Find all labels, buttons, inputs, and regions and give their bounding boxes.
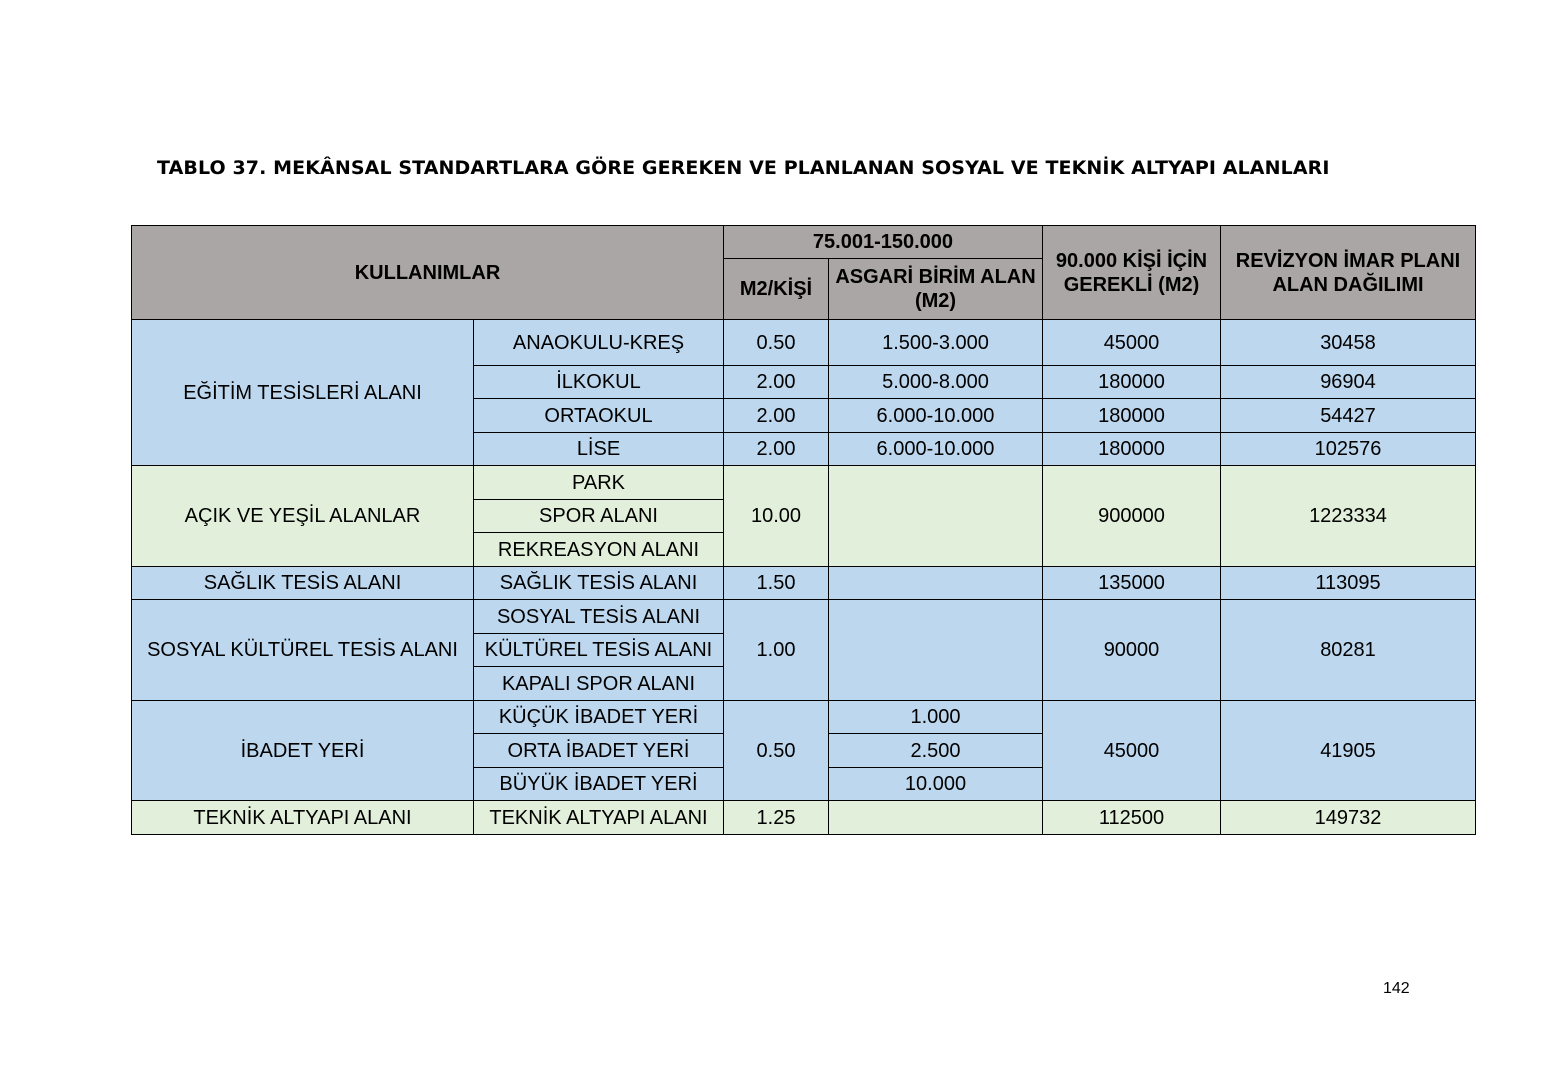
group-sosyal: SOSYAL KÜLTÜREL TESİS ALANI bbox=[132, 600, 474, 701]
table-row bbox=[132, 567, 1476, 600]
table-row bbox=[132, 466, 1476, 500]
m2-cell: 10.00 bbox=[724, 466, 829, 567]
plan-cell: 149732 bbox=[1221, 801, 1476, 835]
sub-cell: SAĞLIK TESİS ALANI bbox=[474, 567, 724, 600]
sub-cell: ORTA İBADET YERİ bbox=[474, 734, 724, 768]
group-egitim: EĞİTİM TESİSLERİ ALANI bbox=[132, 320, 474, 466]
plan-cell: 102576 bbox=[1221, 433, 1476, 466]
gerekli-cell: 135000 bbox=[1043, 567, 1221, 600]
table-row bbox=[132, 701, 1476, 734]
m2-cell: 0.50 bbox=[724, 701, 829, 801]
sub-cell: SPOR ALANI bbox=[474, 500, 724, 533]
plan-cell: 80281 bbox=[1221, 600, 1476, 701]
asgari-cell: 6.000-10.000 bbox=[829, 433, 1043, 466]
asgari-cell bbox=[829, 466, 1043, 567]
asgari-cell: 2.500 bbox=[829, 734, 1043, 768]
table-row bbox=[132, 320, 1476, 366]
header-gerekli: 90.000 KİŞİ İÇİN GEREKLİ (M2) bbox=[1043, 226, 1221, 320]
gerekli-cell: 180000 bbox=[1043, 366, 1221, 399]
plan-cell: 41905 bbox=[1221, 701, 1476, 801]
sub-cell: TEKNİK ALTYAPI ALANI bbox=[474, 801, 724, 835]
group-ibadet: İBADET YERİ bbox=[132, 701, 474, 801]
sub-cell: KÜLTÜREL TESİS ALANI bbox=[474, 634, 724, 667]
table-row bbox=[132, 600, 1476, 634]
m2-cell: 2.00 bbox=[724, 433, 829, 466]
m2-cell: 2.00 bbox=[724, 366, 829, 399]
plan-cell: 54427 bbox=[1221, 399, 1476, 433]
header-pop-range: 75.001-150.000 bbox=[724, 226, 1043, 259]
group-teknik: TEKNİK ALTYAPI ALANI bbox=[132, 801, 474, 835]
group-acik: AÇIK VE YEŞİL ALANLAR bbox=[132, 466, 474, 567]
m2-cell: 1.25 bbox=[724, 801, 829, 835]
gerekli-cell: 45000 bbox=[1043, 320, 1221, 366]
standards-table bbox=[131, 225, 1476, 835]
page-number: 142 bbox=[1383, 980, 1410, 997]
gerekli-cell: 180000 bbox=[1043, 399, 1221, 433]
table-row bbox=[132, 801, 1476, 835]
gerekli-cell: 112500 bbox=[1043, 801, 1221, 835]
sub-cell: BÜYÜK İBADET YERİ bbox=[474, 768, 724, 801]
sub-cell: KÜÇÜK İBADET YERİ bbox=[474, 701, 724, 734]
asgari-cell bbox=[829, 567, 1043, 600]
header-m2-kisi: M2/KİŞİ bbox=[724, 259, 829, 320]
sub-cell: İLKOKUL bbox=[474, 366, 724, 399]
asgari-cell bbox=[829, 600, 1043, 701]
sub-cell: PARK bbox=[474, 466, 724, 500]
asgari-cell: 1.000 bbox=[829, 701, 1043, 734]
asgari-cell: 5.000-8.000 bbox=[829, 366, 1043, 399]
sub-cell: KAPALI SPOR ALANI bbox=[474, 667, 724, 701]
sub-cell: REKREASYON ALANI bbox=[474, 533, 724, 567]
header-row-1 bbox=[132, 226, 1476, 259]
group-saglik: SAĞLIK TESİS ALANI bbox=[132, 567, 474, 600]
plan-cell: 96904 bbox=[1221, 366, 1476, 399]
m2-cell: 0.50 bbox=[724, 320, 829, 366]
header-revizyon: REVİZYON İMAR PLANI ALAN DAĞILIMI bbox=[1221, 226, 1476, 320]
plan-cell: 1223334 bbox=[1221, 466, 1476, 567]
gerekli-cell: 90000 bbox=[1043, 600, 1221, 701]
asgari-cell bbox=[829, 801, 1043, 835]
gerekli-cell: 45000 bbox=[1043, 701, 1221, 801]
sub-cell: LİSE bbox=[474, 433, 724, 466]
sub-cell: ANAOKULU-KREŞ bbox=[474, 320, 724, 366]
m2-cell: 2.00 bbox=[724, 399, 829, 433]
asgari-cell: 1.500-3.000 bbox=[829, 320, 1043, 366]
plan-cell: 30458 bbox=[1221, 320, 1476, 366]
m2-cell: 1.00 bbox=[724, 600, 829, 701]
header-kullanimlar: KULLANIMLAR bbox=[132, 226, 724, 320]
gerekli-cell: 180000 bbox=[1043, 433, 1221, 466]
sub-cell: SOSYAL TESİS ALANI bbox=[474, 600, 724, 634]
asgari-cell: 6.000-10.000 bbox=[829, 399, 1043, 433]
plan-cell: 113095 bbox=[1221, 567, 1476, 600]
header-asgari: ASGARİ BİRİM ALAN (M2) bbox=[829, 259, 1043, 320]
table-title: TABLO 37. MEKÂNSAL STANDARTLARA GÖRE GEREKEN VE PLANLANAN SOSYAL VE TEKNİK ALTYAPI ALANLARI bbox=[157, 157, 1330, 179]
m2-cell: 1.50 bbox=[724, 567, 829, 600]
gerekli-cell: 900000 bbox=[1043, 466, 1221, 567]
sub-cell: ORTAOKUL bbox=[474, 399, 724, 433]
asgari-cell: 10.000 bbox=[829, 768, 1043, 801]
